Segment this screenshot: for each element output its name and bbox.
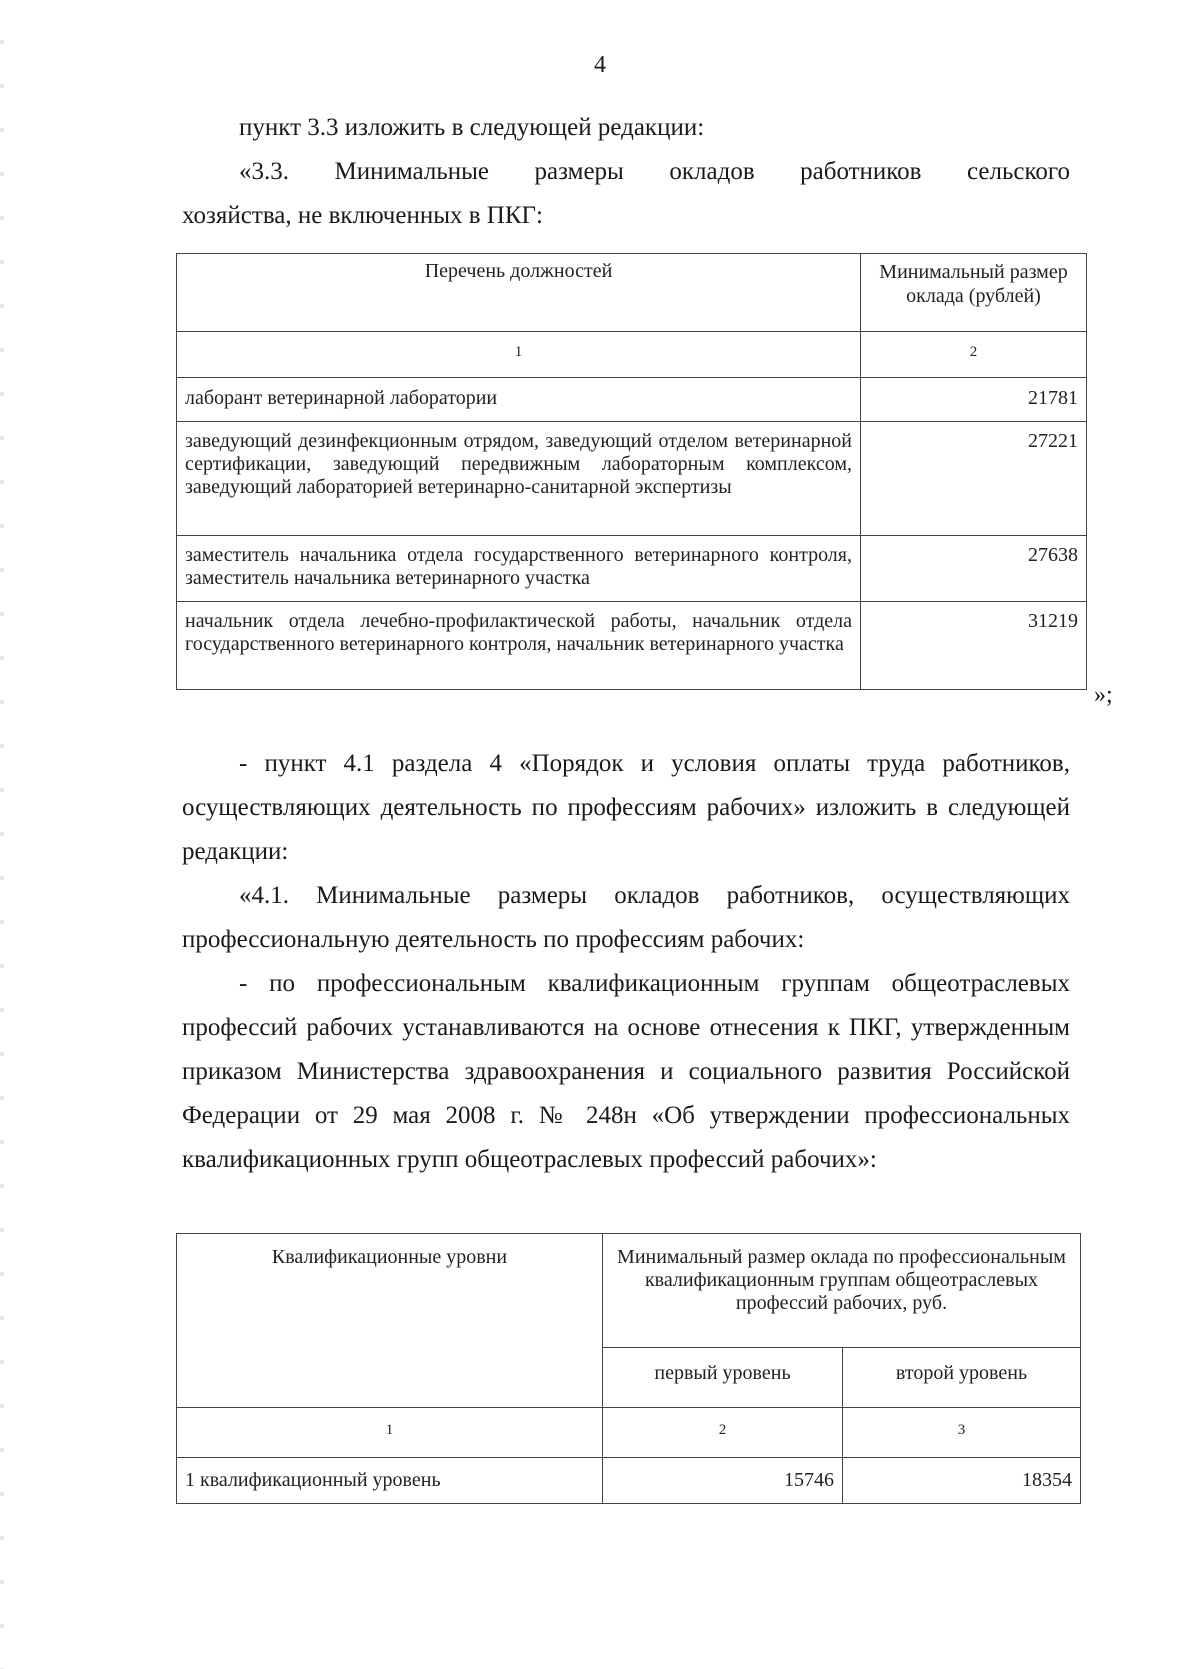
table1-number-row <box>177 332 1087 378</box>
para-4-1-intro: - пункт 4.1 раздела 4 «Порядок и условия оплаты труда работников, осуществляющих деятельность по профессиям рабочих» изложить в следующей редакции: <box>182 750 1070 865</box>
table1-closing-quote: »; <box>1094 682 1113 708</box>
salary-cell: 27638 <box>861 536 1087 602</box>
table2-header-second-level: второй уровень <box>843 1348 1081 1408</box>
table1-col-number-2: 2 <box>861 332 1087 378</box>
intro-line: пункт 3.3 изложить в следующей редакции: <box>239 114 705 141</box>
para-pkg: - по профессиональным квалификационным группам общеотраслевых профессий рабочих устанавливаются на основе отнесения к ПКГ, утвержденным приказом Министерства здравоохранения и социального развития Российской Федерации от 29 мая 2008 г. № 248н «Об утверждении профессиональных квалификационных групп общеотраслевых профессий рабочих»: <box>182 970 1070 1173</box>
table2-header-first-level: первый уровень <box>603 1348 843 1408</box>
table2-col-number-3: 3 <box>843 1408 1081 1458</box>
para-4-1: «4.1. Минимальные размеры окладов работников, осуществляющих профессиональную деятельность по профессиям рабочих: <box>182 882 1070 953</box>
page-number: 4 <box>594 52 606 78</box>
table-row <box>177 602 1087 690</box>
first-level-salary-cell: 15746 <box>603 1458 843 1504</box>
position-cell: заместитель начальника отдела государственного ветеринарного контроля, заместитель начальника ветеринарного участка <box>177 536 861 602</box>
table2-header-salary-group: Минимальный размер оклада по профессиональным квалификационным группам общеотраслевых профессий рабочих, руб. <box>603 1234 1081 1348</box>
table-row <box>177 1458 1081 1504</box>
position-cell: начальник отдела лечебно-профилактической работы, начальник отдела государственного ветеринарного контроля, начальник ветеринарного участка <box>177 602 861 690</box>
table2-header-levels: Квалификационные уровни <box>177 1234 603 1408</box>
table2-header-row <box>177 1234 1081 1348</box>
salary-cell: 31219 <box>861 602 1087 690</box>
table1-col-number-1: 1 <box>177 332 861 378</box>
level-cell: 1 квалификационный уровень <box>177 1458 603 1504</box>
salary-table-workers <box>176 1233 1081 1504</box>
salary-cell: 27221 <box>861 422 1087 536</box>
table2-number-row <box>177 1408 1081 1458</box>
scan-edge-marks <box>0 0 4 1669</box>
table1-header-row <box>177 254 1087 332</box>
table-row <box>177 422 1087 536</box>
section-3-3-line2: хозяйства, не включенных в ПКГ: <box>182 202 543 229</box>
salary-cell: 21781 <box>861 378 1087 422</box>
second-level-salary-cell: 18354 <box>843 1458 1081 1504</box>
position-cell: заведующий дезинфекционным отрядом, заведующий отделом ветеринарной сертификации, заведующий передвижным лабораторным комплексом, заведующий лабораторией ветеринарно-санитарной экспертизы <box>177 422 861 536</box>
table-row <box>177 378 1087 422</box>
table2-col-number-2: 2 <box>603 1408 843 1458</box>
section-3-3-line1: «3.3. Минимальные размеры окладов работников сельского <box>239 158 1070 185</box>
position-cell: лаборант ветеринарной лаборатории <box>177 378 861 422</box>
table-row <box>177 536 1087 602</box>
salary-table-agriculture <box>176 253 1087 690</box>
table1-header-salary: Минимальный размер оклада (рублей) <box>861 254 1087 332</box>
table2-col-number-1: 1 <box>177 1408 603 1458</box>
table1-header-positions: Перечень должностей <box>177 254 861 332</box>
